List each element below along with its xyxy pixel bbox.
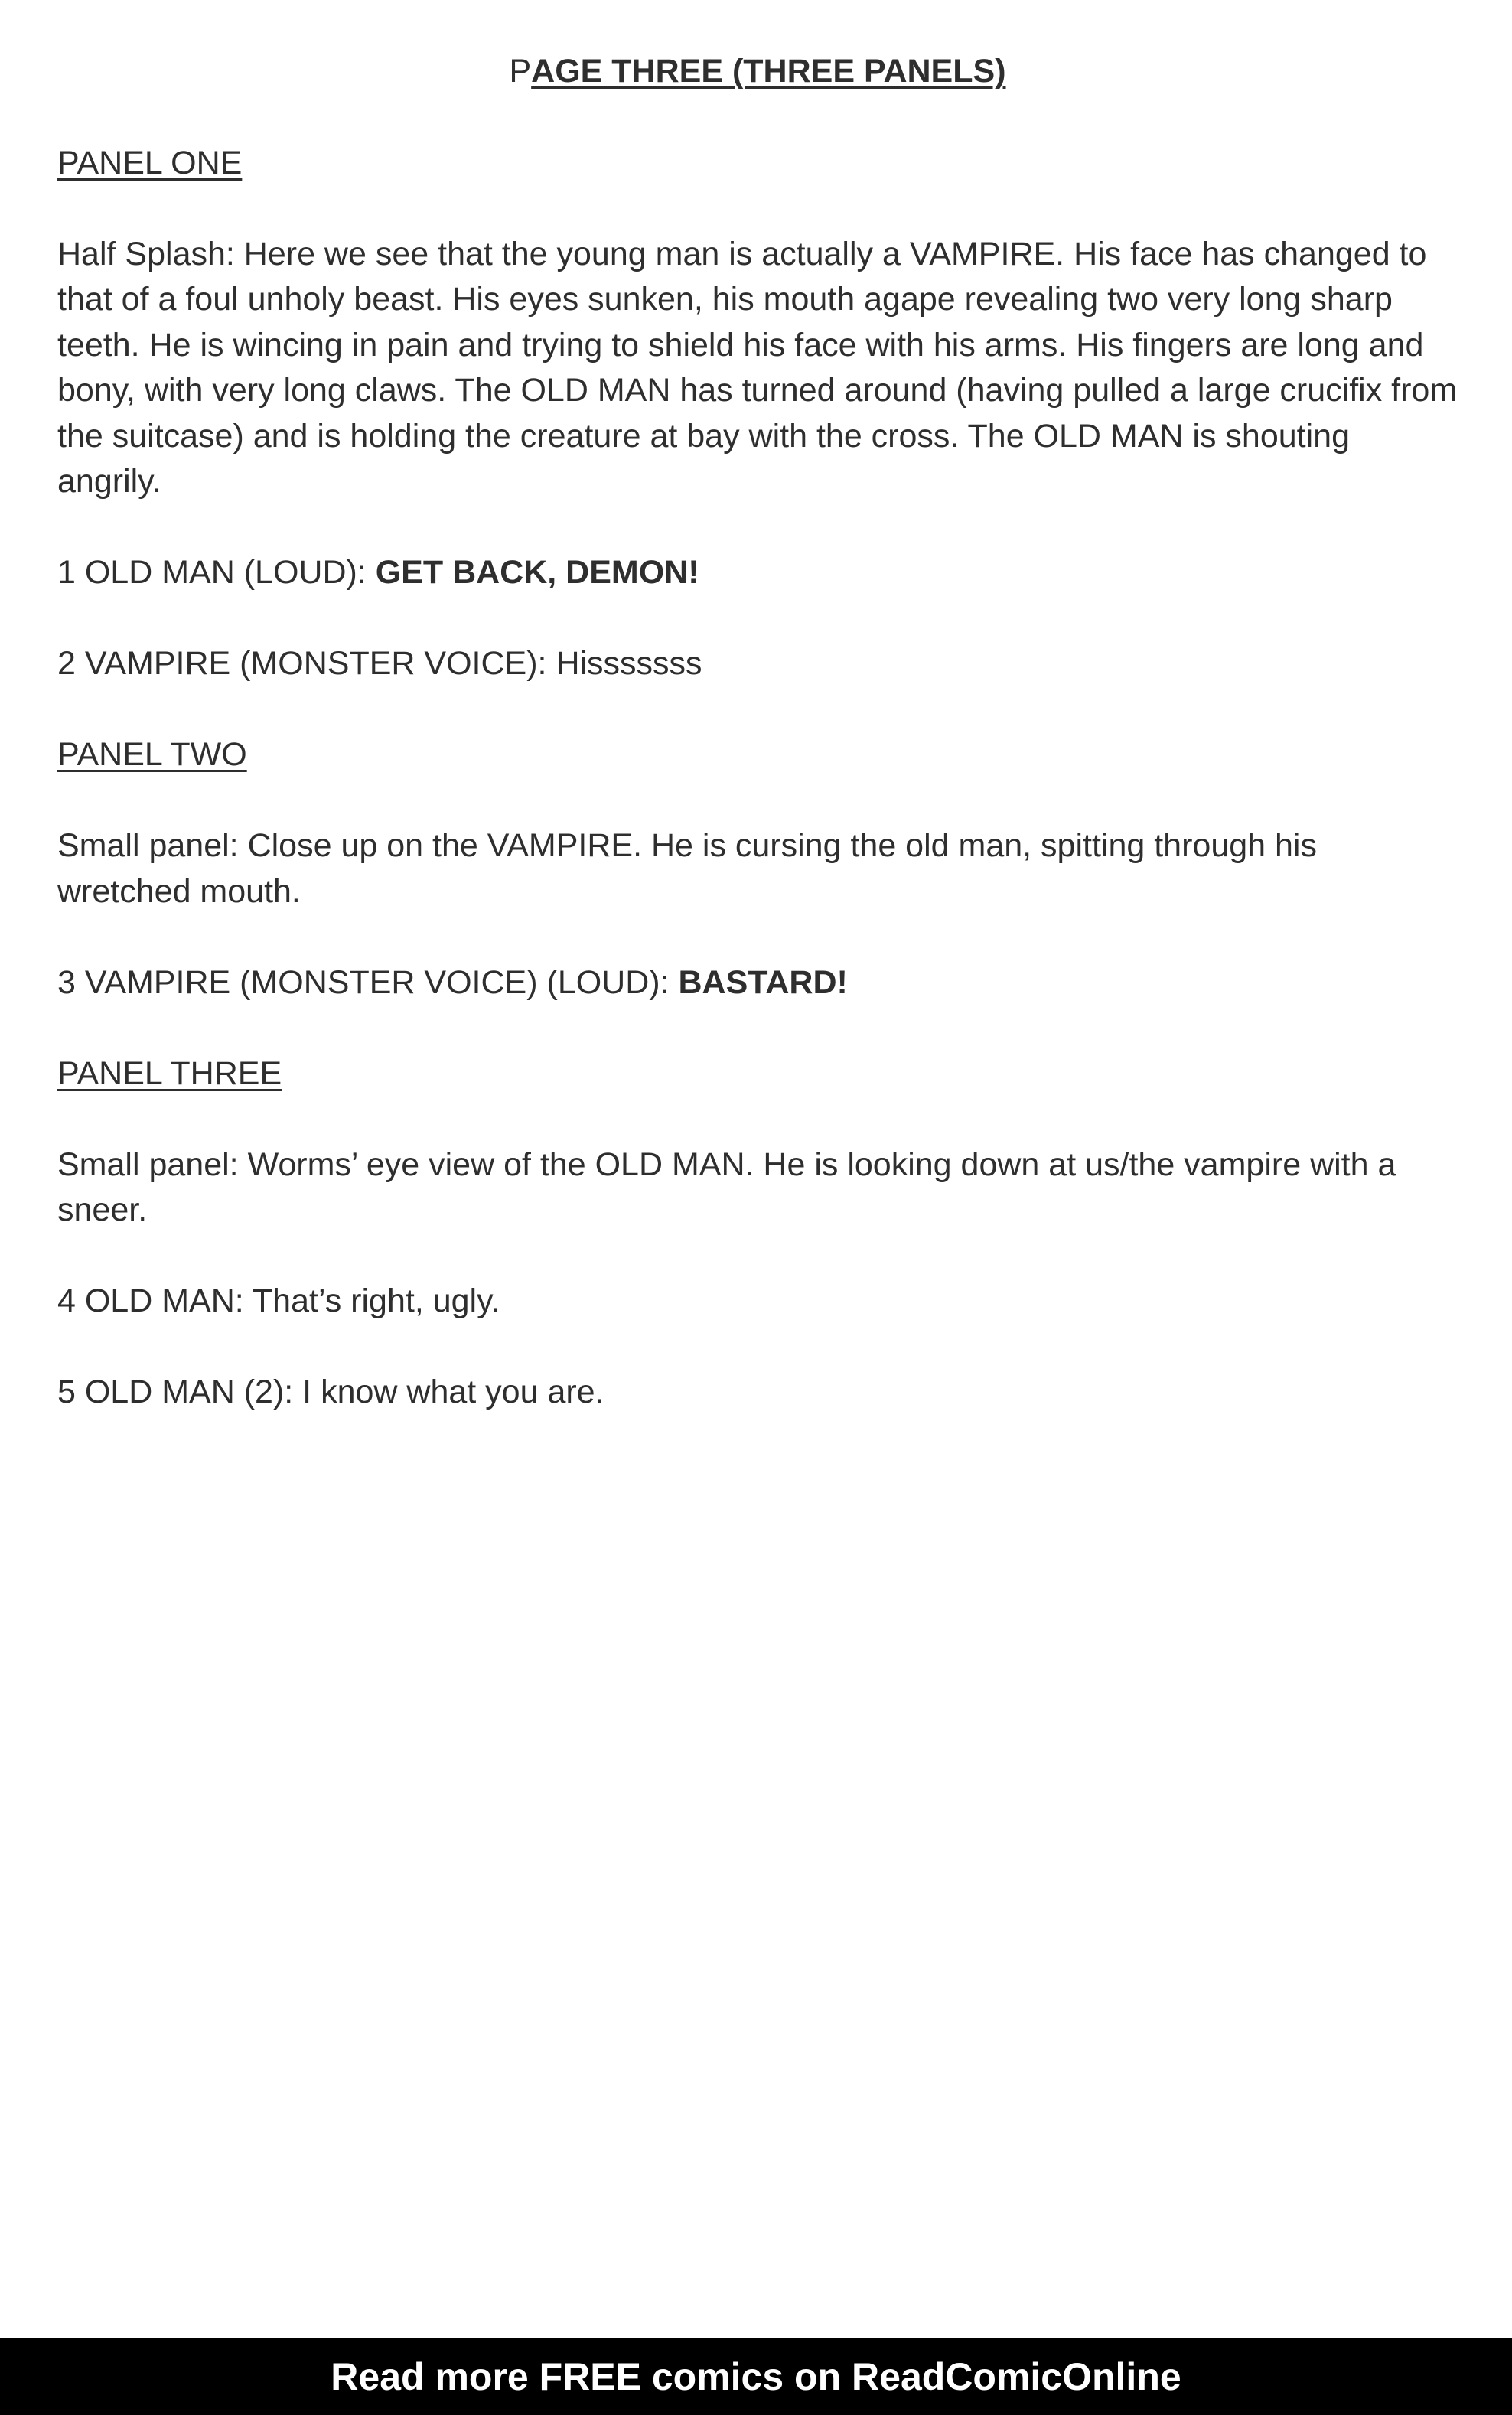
dialogue-text: BASTARD! bbox=[678, 963, 848, 1001]
dialogue-line bbox=[57, 641, 1458, 687]
dialogue-line bbox=[57, 550, 1458, 596]
panel-two-heading: PANEL TWO bbox=[57, 736, 247, 773]
dialogue-line bbox=[57, 1279, 1458, 1325]
panel-three-heading: PANEL THREE bbox=[57, 1054, 282, 1092]
dialogue-speaker: 2 VAMPIRE (MONSTER VOICE): bbox=[57, 645, 556, 682]
panel-two-description: Small panel: Close up on the VAMPIRE. He is cursing the old man, spitting through his wretched mouth. bbox=[57, 827, 1317, 910]
page-title-first-letter: P bbox=[509, 53, 532, 90]
panel-three-description: Small panel: Worms’ eye view of the OLD MAN. He is looking down at us/the vampire with a sneer. bbox=[57, 1146, 1396, 1228]
footer-link[interactable]: Read more FREE comics on ReadComicOnline bbox=[331, 2355, 1181, 2398]
dialogue-text: That’s right, ugly. bbox=[252, 1282, 500, 1319]
dialogue-text: I know what you are. bbox=[302, 1374, 604, 1410]
dialogue-line bbox=[57, 1370, 1458, 1416]
panel-one-description: Half Splash: Here we see that the young man is actually a VAMPIRE. His face has changed to that of a foul unholy beast. His eyes sunken, his mouth agape revealing two very long sharp teeth. He is wincing in pain and trying to shield his face with his arms. His fingers are long and bony, with very long claws. The OLD MAN has turned around (having pulled a large crucifix from the suitcase) and is holding the creature at bay with the cross. The OLD MAN is shouting angrily. bbox=[57, 235, 1458, 500]
dialogue-speaker: 4 OLD MAN: bbox=[57, 1282, 253, 1319]
dialogue-speaker: 3 VAMPIRE (MONSTER VOICE) (LOUD): bbox=[57, 963, 679, 1001]
dialogue-speaker: 5 OLD MAN (2): bbox=[57, 1374, 303, 1410]
panel-one-heading: PANEL ONE bbox=[57, 144, 243, 181]
script-content bbox=[57, 49, 1458, 1461]
dialogue-text: GET BACK, DEMON! bbox=[375, 554, 699, 591]
dialogue-line bbox=[57, 960, 1458, 1006]
footer-banner bbox=[0, 2338, 1512, 2415]
page-title-rest: AGE THREE (THREE PANELS) bbox=[531, 53, 1006, 90]
dialogue-speaker: 1 OLD MAN (LOUD): bbox=[57, 554, 376, 591]
dialogue-text: Hisssssss bbox=[556, 645, 702, 682]
page-title bbox=[57, 49, 1458, 95]
